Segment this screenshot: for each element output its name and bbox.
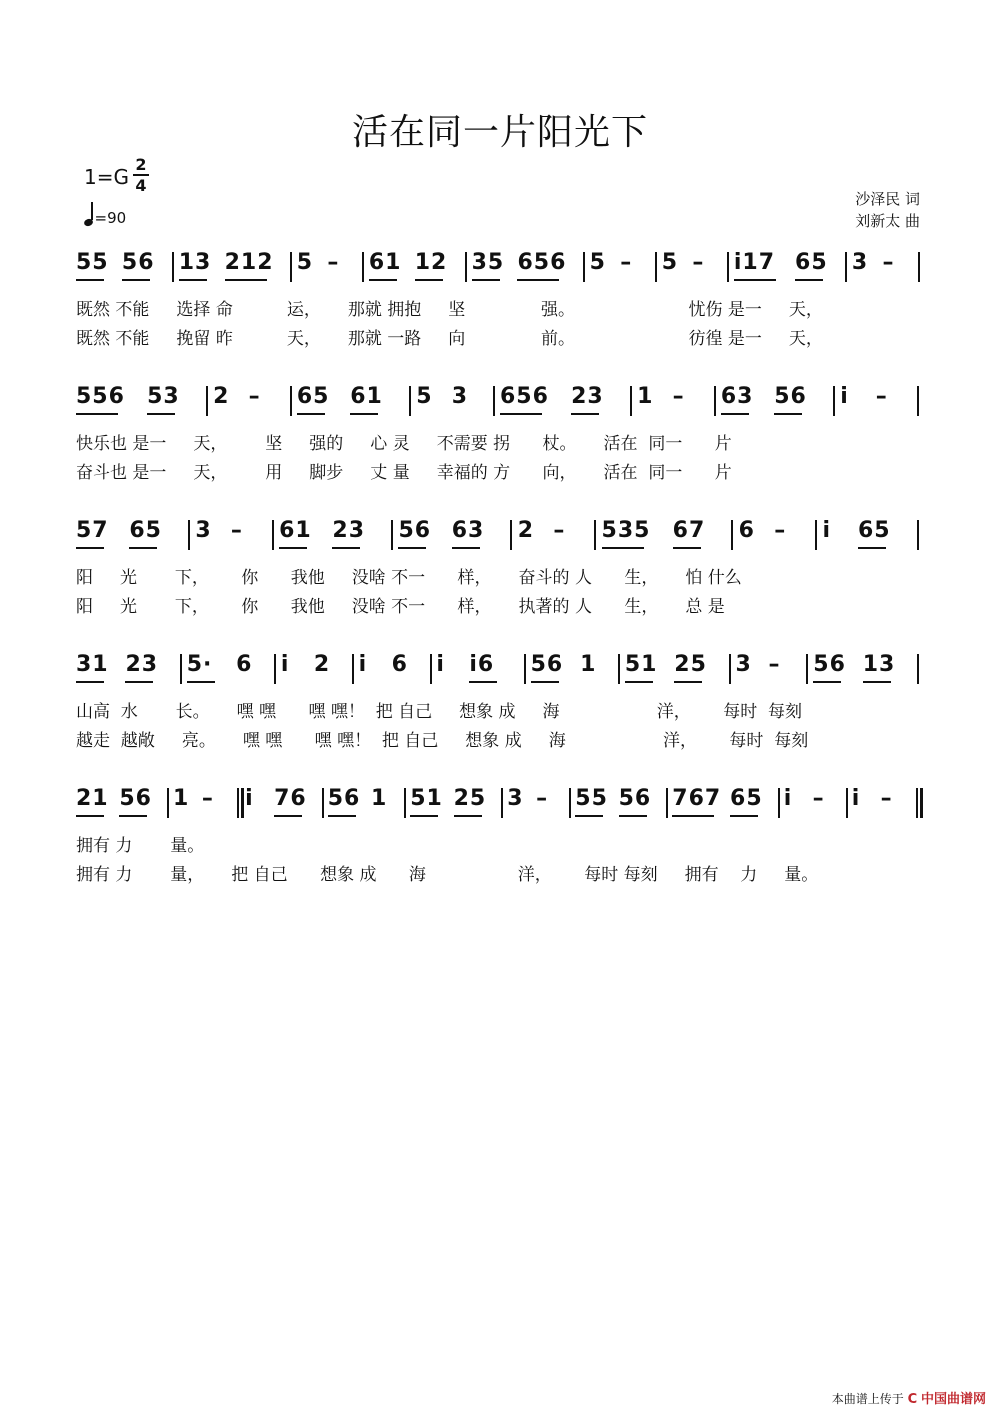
note-group: 23 (125, 652, 159, 677)
note-group: – (327, 250, 340, 275)
lyric-text: 阳 光 下， 你 我他 没啥 不一 样， 奋斗的 人 生， 怕 什么 (76, 568, 742, 588)
beam-underline (452, 547, 480, 549)
note-group: 57 (76, 518, 109, 543)
beam-underline (76, 681, 104, 683)
lyricist: 沙泽民 词 (855, 190, 920, 208)
tempo-mark (84, 205, 126, 227)
note-group: 51 (410, 786, 443, 811)
note-group: 65 (730, 786, 763, 811)
barline (833, 386, 835, 416)
note-group: i17 (733, 250, 775, 275)
barline (206, 386, 208, 416)
note-group: 1 (580, 652, 597, 677)
barline (727, 252, 729, 282)
barline (188, 520, 190, 550)
notation-line (0, 250, 1000, 284)
barline (430, 654, 432, 684)
beam-underline (125, 681, 153, 683)
footer (832, 1388, 986, 1407)
barline (409, 386, 411, 416)
note-group: 61 (368, 250, 402, 275)
credits (855, 188, 920, 232)
barline (569, 788, 571, 818)
note-group: 2 (517, 518, 535, 543)
barline (778, 788, 780, 818)
note-group: 212 (224, 250, 274, 275)
beam-underline (500, 413, 542, 415)
note-group: 13 (178, 250, 212, 275)
note-group: 3 (195, 518, 212, 543)
note-group: 76 (274, 786, 307, 811)
barline (524, 654, 526, 684)
note-group: 51 (624, 652, 658, 677)
barline (241, 788, 244, 818)
note-group: 56 (327, 786, 361, 811)
composer: 刘新太 曲 (855, 212, 920, 230)
time-signature-top: 2 (135, 155, 147, 174)
time-signature (131, 155, 151, 195)
notation-line (0, 786, 1000, 820)
beam-underline (76, 547, 104, 549)
barline (510, 520, 512, 550)
note-group: 2 (213, 384, 230, 409)
barline (274, 654, 276, 684)
barline (666, 788, 668, 818)
lyric-text: 奋斗也 是一 天， 用 脚步 丈 量 幸福的 方 向， 活在 同一 片 (76, 463, 732, 483)
note-group: 3 (507, 786, 524, 811)
beam-underline (472, 279, 500, 281)
note-group: – (230, 518, 243, 543)
beam-underline (454, 815, 482, 817)
note-group: 556 (76, 384, 125, 409)
lyric-text: 快乐也 是一 天， 坚 强的 心 灵 不需要 拐 杖。 活在 同一 片 (76, 434, 732, 454)
beam-underline (672, 815, 714, 817)
beam-underline (76, 815, 104, 817)
beam-underline (350, 413, 378, 415)
note-group: – (875, 384, 888, 409)
barline (322, 788, 324, 818)
note-group: 56 (398, 518, 432, 543)
note-group: 5 (416, 384, 433, 409)
note-group: 61 (350, 384, 383, 409)
site-logo: 中国曲谱网 (920, 1392, 986, 1407)
beam-underline (469, 681, 497, 683)
beam-underline (730, 815, 758, 817)
note-group: – (536, 786, 549, 811)
note-group: 656 (517, 250, 567, 275)
beam-underline (863, 681, 891, 683)
note-group: 3 (451, 384, 469, 409)
barline (714, 386, 716, 416)
lyric-text: 拥有 力 量。 (76, 836, 205, 856)
beam-underline (129, 547, 157, 549)
note-group: 2 (313, 652, 331, 677)
lyric-text: 拥有 力 量， 把 自己 想象 成 海 洋， 每时 每刻 拥有 力 量。 (76, 865, 819, 885)
beam-underline (415, 279, 443, 281)
beam-underline (517, 279, 559, 281)
beam-underline (76, 413, 118, 415)
barline (918, 252, 920, 282)
beam-underline (575, 815, 603, 817)
note-group: 6 (236, 652, 253, 677)
barline (583, 252, 585, 282)
note-group: – (201, 786, 214, 811)
beam-underline (187, 681, 215, 683)
note-group: 3 (735, 652, 752, 677)
note-group: i (245, 786, 254, 811)
note-group: 25 (674, 652, 707, 677)
note-group: 65 (296, 384, 330, 409)
beam-underline (602, 547, 644, 549)
beam-underline (813, 681, 841, 683)
note-group: i (840, 384, 849, 409)
barline (290, 386, 292, 416)
notation-line (0, 518, 1000, 552)
note-group: – (774, 518, 787, 543)
note-group: i (851, 786, 861, 811)
barline (917, 386, 919, 416)
note-group: – (248, 384, 261, 409)
note-group: 535 (601, 518, 651, 543)
note-group: 5 (661, 250, 679, 275)
note-group: 55 (76, 250, 109, 275)
note-group: 656 (500, 384, 549, 409)
note-group: 67 (672, 518, 706, 543)
beam-underline (369, 279, 397, 281)
barline (916, 788, 918, 818)
beam-underline (147, 413, 175, 415)
score-title: 活在同一片阳光下 (351, 112, 648, 153)
beam-underline (625, 681, 653, 683)
note-group: 6 (738, 518, 755, 543)
note-group: 6 (391, 652, 408, 677)
beam-underline (410, 815, 438, 817)
note-group: – (768, 652, 781, 677)
beam-underline (76, 279, 104, 281)
beam-underline (279, 547, 307, 549)
barline (917, 520, 919, 550)
note-group: 5· (186, 652, 213, 677)
note-group: 35 (471, 250, 505, 275)
barline (180, 654, 182, 684)
barline (290, 252, 292, 282)
lyric-text: 越走 越敞 亮。 嘿 嘿 嘿 嘿！ 把 自己 想象 成 海 洋， 每时 每刻 (76, 731, 809, 751)
note-group: 23 (332, 518, 366, 543)
barline (630, 386, 632, 416)
note-group: – (812, 786, 825, 811)
beam-underline (332, 547, 360, 549)
note-group: 63 (451, 518, 485, 543)
note-group: 65 (129, 518, 162, 543)
barline (806, 654, 808, 684)
lyric-text: 山高 水 长。 嘿 嘿 嘿 嘿！ 把 自己 想象 成 海 洋， 每时 每刻 (76, 702, 803, 722)
note-group: i (436, 652, 445, 677)
note-group: 12 (414, 250, 448, 275)
note-group: 56 (618, 786, 652, 811)
note-group: i (280, 652, 290, 677)
note-group: 65 (857, 518, 891, 543)
beam-underline (858, 547, 886, 549)
note-group: 61 (279, 518, 312, 543)
note-group: 63 (720, 384, 754, 409)
barline (917, 654, 919, 684)
beam-underline (398, 547, 426, 549)
barline (731, 520, 733, 550)
footer-text: 本曲谱上传于 (831, 1392, 904, 1406)
barline (272, 520, 274, 550)
note-group: 1 (371, 786, 388, 811)
note-group: 56 (774, 384, 807, 409)
barline (465, 252, 467, 282)
beam-underline (119, 815, 147, 817)
barline (920, 788, 923, 818)
barline (404, 788, 406, 818)
beam-underline (274, 815, 302, 817)
beam-underline (225, 279, 267, 281)
note-group: 13 (862, 652, 896, 677)
key-signature: 1=G (84, 165, 129, 189)
barline (352, 654, 354, 684)
note-group: i (783, 786, 793, 811)
note-group: 5 (296, 250, 314, 275)
beam-underline (774, 413, 802, 415)
note-group: – (882, 250, 895, 275)
beam-underline (734, 279, 776, 281)
beam-underline (795, 279, 823, 281)
beam-underline (297, 413, 325, 415)
beam-underline (674, 681, 702, 683)
lyric-text: 既然 不能 选择 命 运， 那就 拥抱 坚 强。 忧伤 是一 天， (76, 300, 823, 320)
note-group: 65 (795, 250, 828, 275)
barline (237, 788, 239, 818)
note-group: i (822, 518, 831, 543)
note-group: 56 (121, 250, 155, 275)
time-signature-bottom: 4 (135, 176, 147, 195)
barline (172, 252, 174, 282)
note-group: – (672, 384, 685, 409)
note-group: – (692, 250, 705, 275)
note-group: – (553, 518, 566, 543)
notation-line (0, 652, 1000, 686)
barline (167, 788, 169, 818)
barline (391, 520, 393, 550)
barline (655, 252, 657, 282)
barline (846, 788, 848, 818)
note-group: 25 (453, 786, 487, 811)
note-group: 767 (672, 786, 722, 811)
lyric-text: 既然 不能 挽留 昨 天， 那就 一路 向 前。 彷徨 是一 天， (76, 329, 823, 349)
barline (815, 520, 817, 550)
notation-line (0, 384, 1000, 418)
barline (501, 788, 503, 818)
barline (594, 520, 596, 550)
note-group: 56 (813, 652, 846, 677)
barline (493, 386, 495, 416)
lyric-text: 阳 光 下， 你 我他 没啥 不一 样， 执著的 人 生， 总 是 (76, 597, 725, 617)
note-group: 23 (571, 384, 604, 409)
note-group: 31 (76, 652, 109, 677)
note-group: – (620, 250, 633, 275)
beam-underline (619, 815, 647, 817)
beam-underline (122, 279, 150, 281)
beam-underline (673, 547, 701, 549)
note-group: 5 (589, 250, 606, 275)
tempo-value: =90 (94, 209, 127, 227)
beam-underline (179, 279, 207, 281)
beam-underline (328, 815, 356, 817)
barline (618, 654, 620, 684)
note-group: 53 (147, 384, 180, 409)
note-group: 56 (530, 652, 564, 677)
note-group: i6 (469, 652, 495, 677)
note-group: 1 (172, 786, 190, 811)
barline (845, 252, 847, 282)
note-group: 1 (637, 384, 654, 409)
note-group: 55 (575, 786, 608, 811)
note-group: 21 (76, 786, 109, 811)
note-group: i (358, 652, 368, 677)
beam-underline (571, 413, 599, 415)
barline (362, 252, 364, 282)
note-group: – (880, 786, 893, 811)
beam-underline (531, 681, 559, 683)
note-group: 3 (851, 250, 869, 275)
beam-underline (721, 413, 749, 415)
barline (729, 654, 731, 684)
site-logo-mark: C (907, 1392, 918, 1407)
note-group: 56 (119, 786, 152, 811)
